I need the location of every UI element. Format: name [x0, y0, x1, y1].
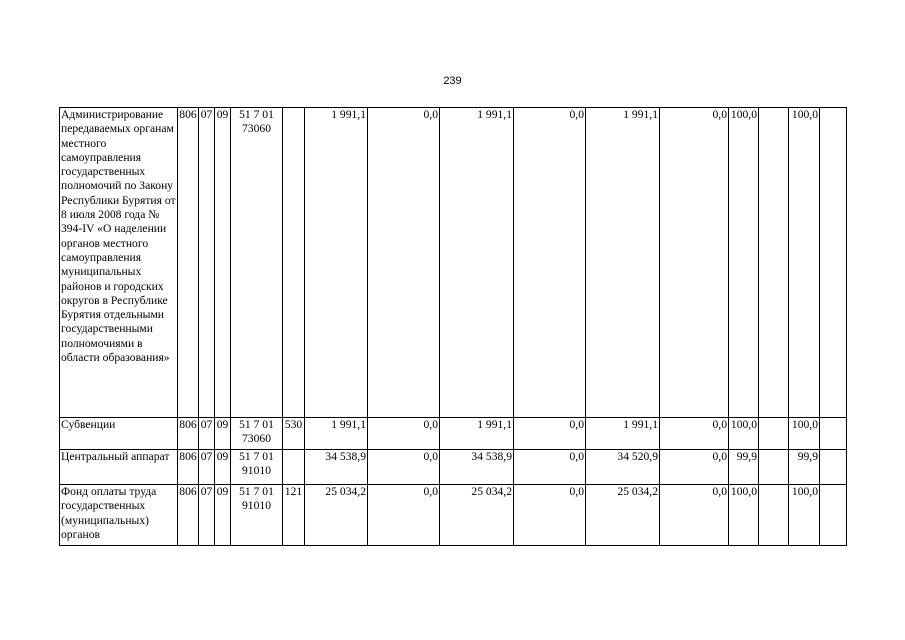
section-code: 07 [199, 450, 215, 485]
value-5: 34 520,9 [586, 450, 660, 485]
percent-3: 100,0 [789, 108, 820, 418]
subsection-code: 09 [215, 485, 231, 546]
value-2: 0,0 [368, 418, 440, 450]
value-3: 1 991,1 [440, 108, 514, 418]
ved-code: 806 [178, 485, 199, 546]
value-3: 25 034,2 [440, 485, 514, 546]
percent-2 [759, 418, 789, 450]
value-5: 1 991,1 [586, 108, 660, 418]
table-row [60, 108, 847, 418]
percent-1: 100,0 [729, 485, 759, 546]
ved-code: 806 [178, 450, 199, 485]
row-name: Центральный аппарат [60, 450, 178, 485]
target-article-code: 51 7 01 91010 [231, 450, 283, 485]
value-5: 25 034,2 [586, 485, 660, 546]
subsection-code: 09 [215, 108, 231, 418]
value-3: 1 991,1 [440, 418, 514, 450]
expense-type-code: 121 [283, 485, 305, 546]
value-2: 0,0 [368, 485, 440, 546]
table-row [60, 450, 847, 485]
value-4: 0,0 [514, 418, 586, 450]
budget-table [59, 107, 847, 546]
percent-1: 100,0 [729, 108, 759, 418]
empty-cell [820, 108, 847, 418]
section-code: 07 [199, 418, 215, 450]
section-code: 07 [199, 485, 215, 546]
percent-3: 99,9 [789, 450, 820, 485]
value-5: 1 991,1 [586, 418, 660, 450]
value-2: 0,0 [368, 108, 440, 418]
value-6: 0,0 [660, 485, 729, 546]
subsection-code: 09 [215, 418, 231, 450]
value-6: 0,0 [660, 108, 729, 418]
value-4: 0,0 [514, 485, 586, 546]
ved-code: 806 [178, 418, 199, 450]
table-row [60, 418, 847, 450]
empty-cell [820, 450, 847, 485]
empty-cell [820, 485, 847, 546]
empty-cell [820, 418, 847, 450]
percent-1: 99,9 [729, 450, 759, 485]
table-row [60, 485, 847, 546]
percent-2 [759, 485, 789, 546]
percent-1: 100,0 [729, 418, 759, 450]
percent-3: 100,0 [789, 485, 820, 546]
value-3: 34 538,9 [440, 450, 514, 485]
expense-type-code [283, 450, 305, 485]
value-2: 0,0 [368, 450, 440, 485]
value-4: 0,0 [514, 450, 586, 485]
percent-2 [759, 450, 789, 485]
percent-3: 100,0 [789, 418, 820, 450]
subsection-code: 09 [215, 450, 231, 485]
value-1: 1 991,1 [305, 108, 368, 418]
value-6: 0,0 [660, 418, 729, 450]
value-1: 34 538,9 [305, 450, 368, 485]
ved-code: 806 [178, 108, 199, 418]
expense-type-code: 530 [283, 418, 305, 450]
value-4: 0,0 [514, 108, 586, 418]
value-6: 0,0 [660, 450, 729, 485]
percent-2 [759, 108, 789, 418]
row-name: Субвенции [60, 418, 178, 450]
page-number: 239 [443, 75, 462, 87]
section-code: 07 [199, 108, 215, 418]
expense-type-code [283, 108, 305, 418]
value-1: 1 991,1 [305, 418, 368, 450]
row-name: Фонд оплаты труда государственных (муниципальных) органов [60, 485, 178, 546]
row-name: Администрирование передаваемых органам местного самоуправления государственных полномочий по Закону Республики Бурятия от 8 июля 2008 года № 394-IV «О наделении органов местного самоуправления муниципальных районов и городских округов в Республике Бурятия отдельными государственными полномочиями в области образования» [60, 108, 178, 418]
target-article-code: 51 7 01 73060 [231, 108, 283, 418]
target-article-code: 51 7 01 73060 [231, 418, 283, 450]
value-1: 25 034,2 [305, 485, 368, 546]
target-article-code: 51 7 01 91010 [231, 485, 283, 546]
